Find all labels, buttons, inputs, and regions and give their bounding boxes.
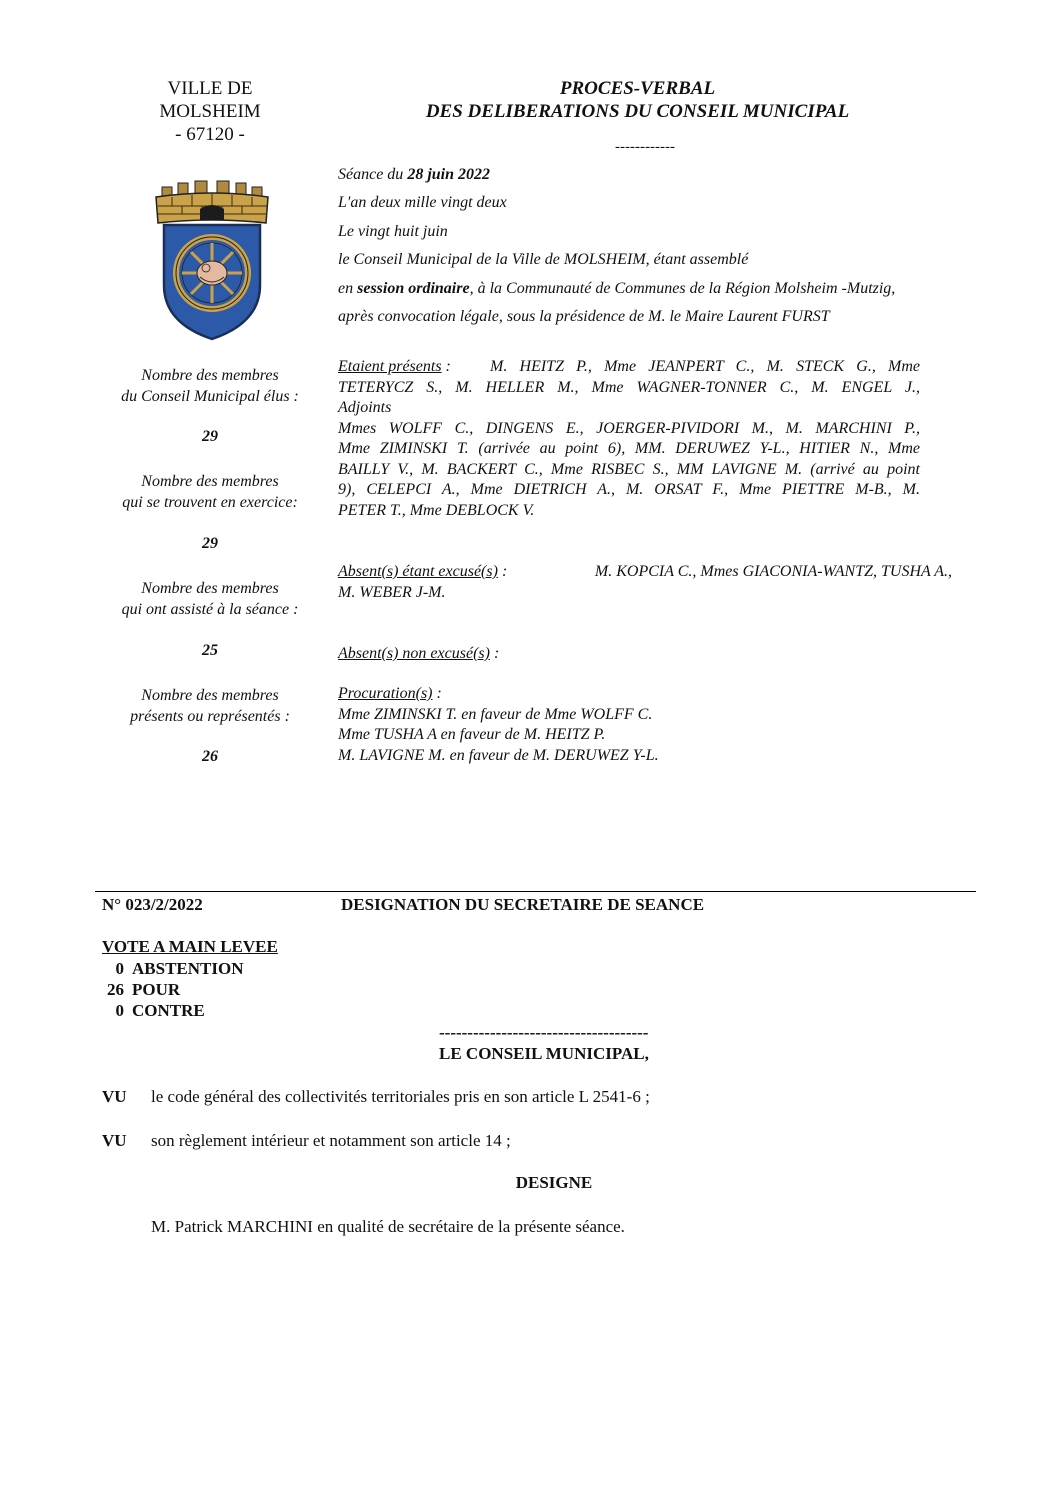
excuses-line: M. KOPCIA C., Mmes GIACONIA-WANTZ, TUSHA A., xyxy=(594,563,952,580)
stat-label-assiste xyxy=(100,578,320,620)
vu-text: le code général des collectivités territoriales pris en son article L 2541-6 ; xyxy=(151,1087,650,1106)
seance-date xyxy=(338,166,490,184)
presents-label: Etaient présents xyxy=(338,358,442,375)
session-type: session ordinaire xyxy=(357,280,470,297)
conseil-dashes: ------------------------------------- xyxy=(439,1023,649,1042)
ville-line: VILLE DE xyxy=(167,78,253,99)
vu-item xyxy=(102,1087,650,1107)
presents-line: M. HEITZ P., Mme JEANPERT C., M. STECK G., Mme xyxy=(490,358,920,375)
ville-postcode: - 67120 - xyxy=(175,124,245,145)
vote-label: CONTRE xyxy=(132,1001,205,1020)
procuration-item: Mme ZIMINSKI T. en faveur de Mme WOLFF C. xyxy=(338,705,653,723)
ville-name: MOLSHEIM xyxy=(159,101,261,122)
seance-day: Le vingt huit juin xyxy=(338,223,448,240)
deliberation-subject: DESIGNATION DU SECRETAIRE DE SEANCE xyxy=(341,895,705,914)
seance-session xyxy=(338,280,895,298)
stat-label-line: Nombre des membres xyxy=(141,367,279,384)
vote-count: 26 xyxy=(107,980,124,999)
vu-item xyxy=(102,1131,511,1151)
stat-label-line: présents ou représentés : xyxy=(130,708,290,725)
title-separator: ------------ xyxy=(615,139,675,155)
seance-year: L'an deux mille vingt deux xyxy=(338,194,507,211)
stat-value-exercice: 29 xyxy=(202,535,218,552)
presents-colon: : xyxy=(441,358,451,375)
stat-label-line: Nombre des membres xyxy=(141,687,279,704)
stat-value-presents: 26 xyxy=(202,748,218,765)
vote-label: POUR xyxy=(132,980,181,999)
non-excuses-label: Absent(s) non excusé(s) xyxy=(338,645,490,662)
non-excuses-paragraph xyxy=(338,644,920,665)
presents-line: TETERYCZ S., M. HELLER M., Mme WAGNER-TONNER C., M. ENGEL J., xyxy=(338,378,920,396)
seance-assembly: le Conseil Municipal de la Ville de MOLSHEIM, étant assemblé xyxy=(338,251,749,268)
stat-label-elus xyxy=(100,365,320,407)
stat-value-assiste: 25 xyxy=(202,642,218,659)
vote-title: VOTE A MAIN LEVEE xyxy=(102,937,278,956)
section-divider xyxy=(95,891,976,892)
excuses-label: Absent(s) étant excusé(s) xyxy=(338,563,498,580)
excuses-line: M. WEBER J-M. xyxy=(338,583,446,601)
vote-contre xyxy=(102,1001,205,1021)
excuses-colon: : xyxy=(497,563,508,580)
excuses-paragraph xyxy=(338,562,952,603)
procuration-item: M. LAVIGNE M. en faveur de M. DERUWEZ Y-L. xyxy=(338,746,659,764)
session-prefix: en xyxy=(338,280,358,297)
molsheim-coat-of-arms-icon xyxy=(148,173,276,341)
stat-label-exercice xyxy=(100,471,320,513)
procurations-label: Procuration(s) xyxy=(338,685,433,702)
presents-paragraph xyxy=(338,357,920,521)
stat-label-line: qui ont assisté à la séance : xyxy=(121,601,299,618)
stat-label-line: qui se trouvent en exercice: xyxy=(122,494,298,511)
seance-date-prefix: Séance du xyxy=(338,166,408,183)
presents-line: BAILLY V., M. BACKERT C., Mme RISBEC S., MM LAVIGNE M. (arrivé au point xyxy=(338,460,920,478)
vu-keyword: VU xyxy=(102,1087,127,1106)
designe-heading: DESIGNE xyxy=(515,1173,593,1192)
vote-label: ABSTENTION xyxy=(132,959,244,978)
designation-text: M. Patrick MARCHINI en qualité de secrétaire de la présente séance. xyxy=(151,1217,625,1236)
vu-text: son règlement intérieur et notamment son article 14 ; xyxy=(151,1131,511,1150)
procurations-paragraph xyxy=(338,684,920,766)
presents-line: Adjoints xyxy=(338,399,392,416)
procurations-colon: : xyxy=(432,685,442,702)
conseil-heading: LE CONSEIL MUNICIPAL, xyxy=(439,1044,649,1063)
vu-keyword: VU xyxy=(102,1131,127,1150)
vote-count: 0 xyxy=(115,959,124,978)
stat-label-presents xyxy=(100,685,320,727)
presents-line: Mmes WOLFF C., DINGENS E., JOERGER-PIVIDORI M., M. MARCHINI P., xyxy=(338,419,920,437)
title-line-2: DES DELIBERATIONS DU CONSEIL MUNICIPAL xyxy=(425,101,850,122)
seance-date-value: 28 juin 2022 xyxy=(407,166,490,183)
excuses-first-line xyxy=(338,562,952,583)
title-line-1: PROCES-VERBAL xyxy=(559,78,716,99)
vote-pour xyxy=(102,980,180,1000)
stat-label-line: Nombre des membres xyxy=(141,580,279,597)
stat-label-line: Nombre des membres xyxy=(141,473,279,490)
deliberation-number: N° 023/2/2022 xyxy=(102,895,203,914)
stat-value-elus: 29 xyxy=(202,428,218,445)
vote-count: 0 xyxy=(115,1001,124,1020)
seance-presidence: après convocation légale, sous la présidence de M. le Maire Laurent FURST xyxy=(338,308,830,325)
presents-first-line xyxy=(338,357,920,378)
non-excuses-colon: : xyxy=(489,645,500,662)
presents-line: 9), CELEPCI A., Mme DIETRICH A., M. ORSAT F., Mme PIETTRE M-B., M. xyxy=(338,481,920,498)
session-location: , à la Communauté de Communes de la Région Molsheim -Mutzig, xyxy=(469,280,896,297)
vote-abstention xyxy=(102,959,243,979)
document-title xyxy=(340,77,935,123)
presents-line: PETER T., Mme DEBLOCK V. xyxy=(338,501,535,519)
presents-line: Mme ZIMINSKI T. (arrivée au point 6), MM. DERUWEZ Y-L., HITIER N., Mme xyxy=(338,440,920,457)
stat-label-line: du Conseil Municipal élus : xyxy=(121,388,299,405)
ville-header xyxy=(130,77,290,146)
procuration-item: Mme TUSHA A en faveur de M. HEITZ P. xyxy=(338,726,606,743)
